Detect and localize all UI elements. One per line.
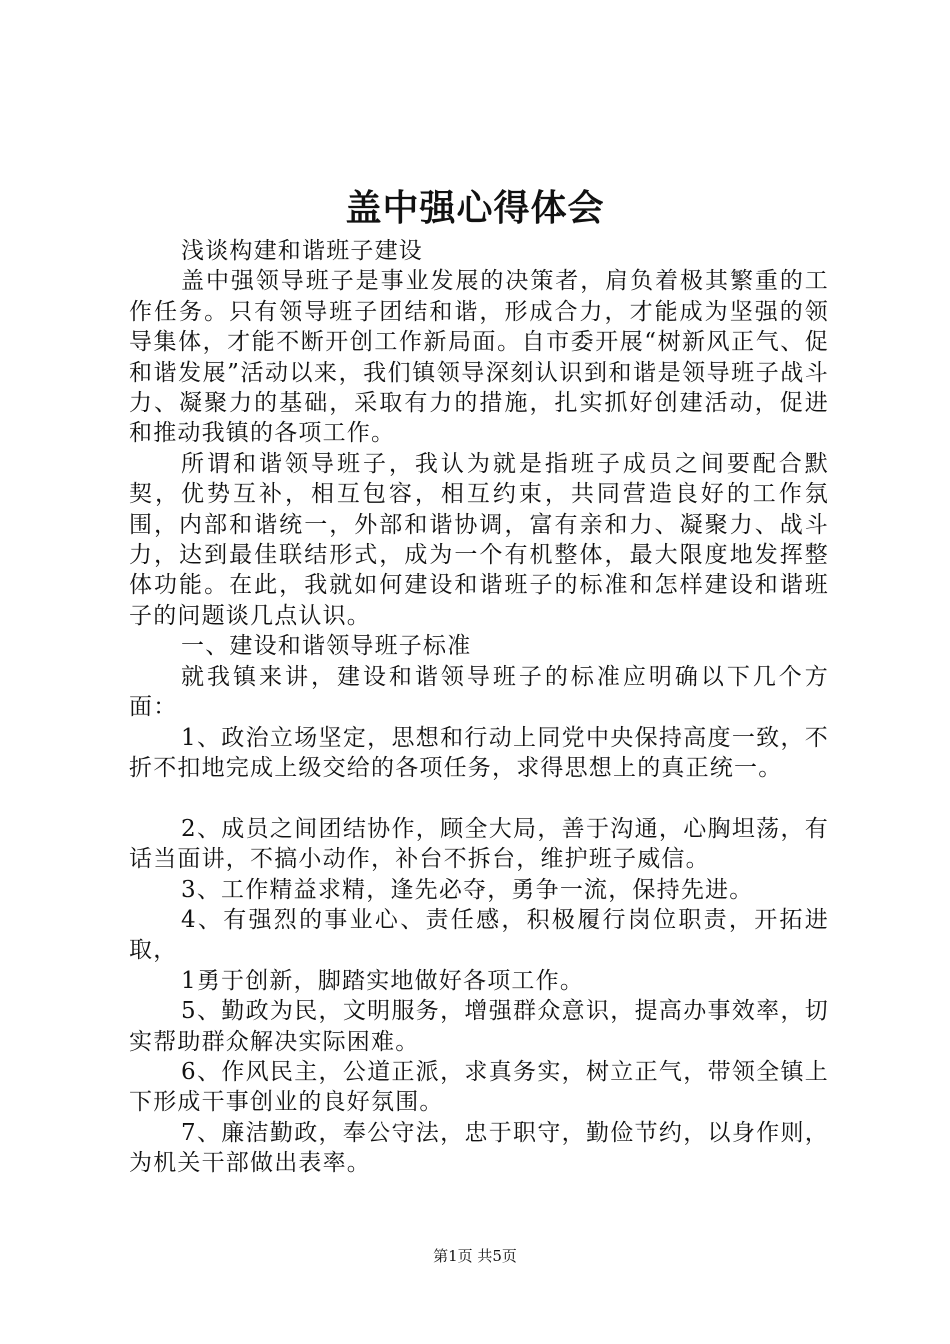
document-body [129,236,829,1179]
paragraph-intro: 盖中强领导班子是事业发展的决策者，肩负着极其繁重的工作任务。只有领导班子团结和谐，形成合力，才能成为坚强的领导集体，才能不断开创工作新局面。自市委开展“树新风正气、促和谐发展”活动以来，我们镇领导深刻认识到和谐是领导班子战斗力、凝聚力的基础，采取有力的措施，扎实抓好创建活动，促进和推动我镇的各项工作。 [129,268,829,447]
section-heading: 一、建设和谐领导班子标准 [181,633,472,660]
paragraph-definition: 所谓和谐领导班子，我认为就是指班子成员之间要配合默契，优势互补，相互包容，相互约束，共同营造良好的工作氛围，内部和谐统一，外部和谐协调，富有亲和力、凝聚力、战斗力，达到最佳联结形式，成为一个有机整体，最大限度地发挥整体功能。在此，我就如何建设和谐班子的标准和怎样建设和谐班子的问题谈几点认识。 [129,450,829,629]
paragraph-standards-intro: 就我镇来讲，建设和谐领导班子的标准应明确以下几个方面： [129,663,829,721]
list-item: 6、作风民主，公道正派，求真务实，树立正气，带领全镇上下形成干事创业的良好氛围。 [129,1058,829,1116]
list-item: 5、勤政为民，文明服务，增强群众意识，提高办事效率，切实帮助群众解决实际困难。 [129,998,829,1055]
list-item: 3、工作精益求精，逢先必夺，勇争一流，保持先进。 [181,876,754,903]
list-item: 7、廉洁勤政，奉公守法，忠于职守，勤俭节约，以身作则，为机关干部做出表率。 [129,1119,829,1177]
list-item: 1、政治立场坚定，思想和行动上同党中央保持高度一致，不折不扣地完成上级交给的各项任务，求得思想上的真正统一。 [129,724,829,781]
paragraph-subtitle: 浅谈构建和谐班子建设 [181,238,423,264]
list-item: 2、成员之间团结协作，顾全大局，善于沟通，心胸坦荡，有话当面讲，不搞小动作，补台不拆台，维护班子威信。 [129,815,829,873]
list-item: 4、有强烈的事业心、责任感，积极履行岗位职责，开拓进取， [129,906,829,964]
page-footer: 第1页 共5页 [433,1247,517,1265]
blank-line [129,783,829,813]
list-item: 1勇于创新，脚踏实地做好各项工作。 [181,967,585,994]
document-title: 盖中强心得体会 [345,187,605,229]
